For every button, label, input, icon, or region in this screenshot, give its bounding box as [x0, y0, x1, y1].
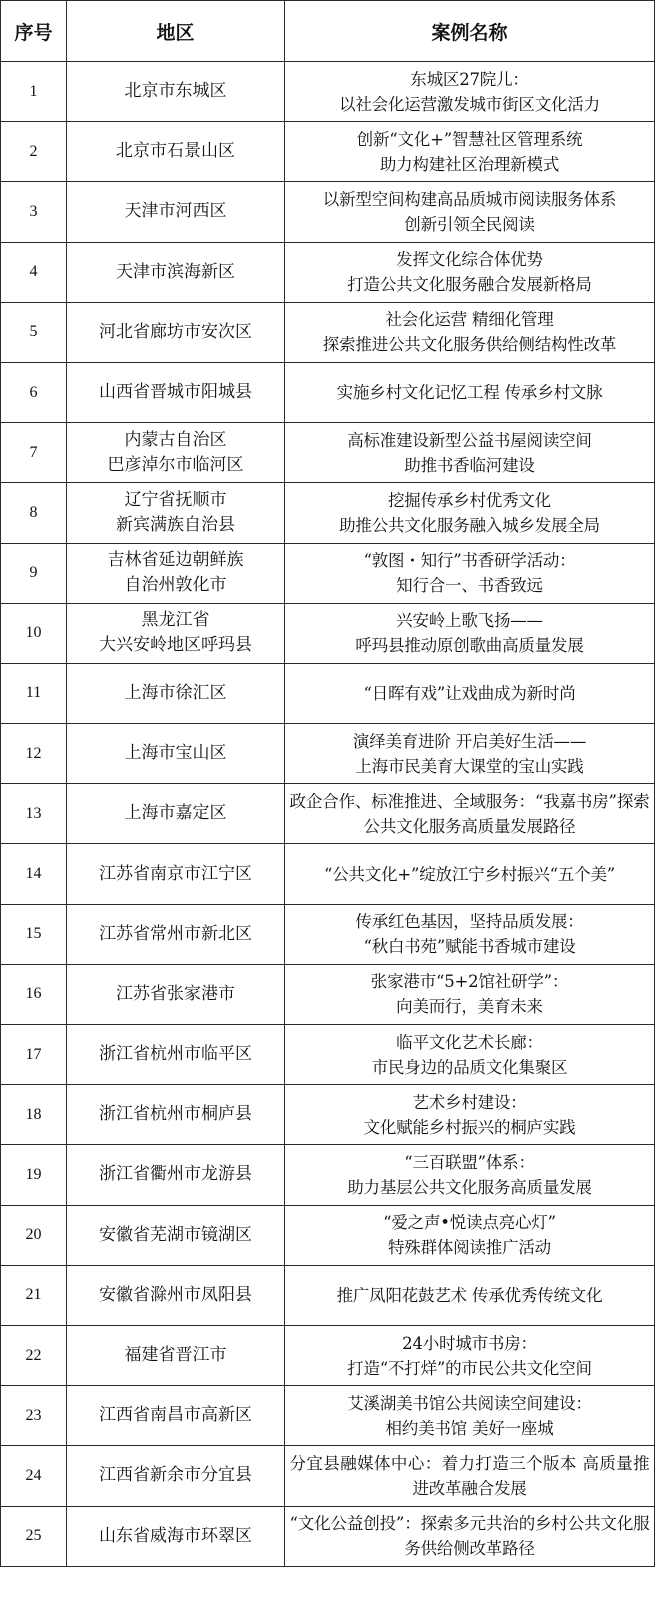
table-row: [1, 1025, 655, 1085]
region-cell: [67, 1325, 285, 1385]
case-name-line: 兴安岭上歌飞扬——: [396, 611, 543, 631]
table-header: [1, 1, 655, 62]
case-name-line: 助力构建社区治理新模式: [379, 154, 560, 174]
row-index: 19: [1, 1145, 67, 1205]
case-name-cell: [285, 1205, 655, 1265]
region-line: 江西省新余市分宜县: [99, 1465, 252, 1486]
region-line: 辽宁省抚顺市: [124, 489, 227, 510]
table-body: [1, 62, 655, 1567]
table-row: [1, 423, 655, 483]
region-line: 福建省晋江市: [124, 1345, 227, 1366]
case-name-text: [337, 380, 603, 405]
case-name-text: [290, 789, 650, 839]
region-cell: [67, 1386, 285, 1446]
region-line: 内蒙古自治区: [124, 429, 227, 450]
region-line: 江苏省常州市新北区: [99, 923, 252, 944]
table-row: [1, 362, 655, 422]
region-line: 安徽省芜湖市镜湖区: [99, 1224, 252, 1245]
case-name-text: [347, 1150, 592, 1200]
row-index: 6: [1, 362, 67, 422]
table-row: [1, 1386, 655, 1446]
region-cell: [67, 483, 285, 543]
region-cell: [67, 362, 285, 422]
case-name-cell: [285, 724, 655, 784]
row-index: 9: [1, 543, 67, 603]
case-name-cell: [285, 62, 655, 122]
region-line: 浙江省杭州市临平区: [99, 1044, 252, 1065]
case-name-line: 临平文化艺术长廊：: [396, 1032, 543, 1052]
case-name-line: 相约美书馆 美好一座城: [385, 1418, 554, 1438]
case-name-line: 打造“不打烊”的市民公共文化空间: [347, 1358, 592, 1378]
case-name-cell: [285, 844, 655, 904]
case-name-cell: [285, 242, 655, 302]
case-name-line: “三百联盟”体系：: [404, 1152, 535, 1172]
table-row: [1, 724, 655, 784]
region-cell: [67, 1446, 285, 1506]
region-line: 安徽省滁州市凤阳县: [99, 1284, 252, 1305]
case-name-line: 实施乡村文化记忆工程 传承乡村文脉: [336, 383, 603, 403]
table-row: [1, 844, 655, 904]
region-line: 上海市宝山区: [124, 743, 227, 764]
case-name-text: [323, 307, 616, 357]
case-name-cell: [285, 1325, 655, 1385]
case-name-cell: [285, 1386, 655, 1446]
case-name-line: 24小时城市书房：: [402, 1333, 537, 1353]
row-index: 13: [1, 784, 67, 844]
case-name-text: [347, 247, 592, 297]
case-name-line: 以社会化运营激发城市街区文化活力: [339, 94, 600, 114]
case-name-line: 张家港市“5+2馆社研学”：: [370, 972, 569, 992]
case-name-text: [339, 488, 600, 538]
table-row: [1, 1205, 655, 1265]
table-row: [1, 603, 655, 663]
table-row: [1, 1145, 655, 1205]
row-index: 25: [1, 1506, 67, 1566]
case-name-line: 发挥文化综合体优势: [396, 250, 543, 270]
region-line: 巴彦淖尔市临河区: [107, 454, 244, 475]
case-name-line: 上海市民美育大课堂的宝山实践: [355, 756, 584, 776]
case-name-line: 文化赋能乡村振兴的桐庐实践: [363, 1117, 576, 1137]
case-name-line: 推广凤阳花鼓艺术 传承优秀传统文化: [336, 1285, 603, 1305]
case-name-line: 向美而行，美育未来: [396, 997, 543, 1017]
region-cell: [67, 122, 285, 182]
case-name-text: [383, 1210, 556, 1260]
case-name-line: 艺术乡村建设：: [412, 1092, 527, 1112]
row-index: 21: [1, 1265, 67, 1325]
case-name-cell: [285, 483, 655, 543]
table-row: [1, 1506, 655, 1566]
region-cell: [67, 543, 285, 603]
row-index: 24: [1, 1446, 67, 1506]
case-name-line: 打造公共文化服务融合发展新格局: [347, 275, 592, 295]
case-name-line: 挖掘传承乡村优秀文化: [387, 490, 551, 510]
case-name-line: “爱之声•悦读点亮心灯”: [383, 1213, 556, 1233]
case-name-line: 高标准建设新型公益书屋阅读空间: [347, 430, 592, 450]
table-row: [1, 964, 655, 1024]
region-line: 江苏省张家港市: [116, 983, 235, 1004]
case-name-text: [323, 187, 616, 237]
region-line: 大兴安岭地区呼玛县: [99, 635, 252, 656]
case-name-text: [324, 862, 615, 887]
case-name-cell: [285, 423, 655, 483]
case-name-cell: [285, 543, 655, 603]
case-name-cell: [285, 1145, 655, 1205]
table-row: [1, 784, 655, 844]
row-index: 12: [1, 724, 67, 784]
case-name-text: [363, 681, 575, 706]
region-line: 山东省威海市环翠区: [99, 1525, 252, 1546]
row-index: 14: [1, 844, 67, 904]
header-region: 地区: [67, 1, 285, 62]
table-row: [1, 302, 655, 362]
table-row: [1, 1085, 655, 1145]
region-cell: [67, 302, 285, 362]
table-row: [1, 1446, 655, 1506]
region-cell: [67, 1205, 285, 1265]
case-name-line: 探索推进公共文化服务供给侧结构性改革: [322, 335, 617, 355]
row-index: 5: [1, 302, 67, 362]
case-name-cell: [285, 362, 655, 422]
case-name-cell: [285, 302, 655, 362]
region-line: 浙江省杭州市桐庐县: [99, 1104, 252, 1125]
case-name-line: “公共文化+”绽放江宁乡村振兴“五个美”: [323, 864, 616, 884]
case-name-line: 分宜县融媒体中心：着力打造三个版本 高质量推进改革融合发展: [289, 1453, 650, 1498]
case-name-line: 政企合作、标准推进、全域服务：“我嘉书房”探索公共文化服务高质量发展路径: [289, 791, 650, 836]
region-cell: [67, 1506, 285, 1566]
table-row: [1, 62, 655, 122]
region-cell: [67, 1145, 285, 1205]
row-index: 15: [1, 904, 67, 964]
case-name-cell: [285, 964, 655, 1024]
case-name-line: 特殊群体阅读推广活动: [387, 1238, 551, 1258]
case-name-line: 呼玛县推动原创歌曲高质量发展: [355, 636, 584, 656]
case-name-line: 社会化运营 精细化管理: [385, 310, 554, 330]
case-name-line: 助力基层公共文化服务高质量发展: [347, 1177, 592, 1197]
case-name-line: 市民身边的品质文化集聚区: [371, 1057, 568, 1077]
region-line: 北京市东城区: [124, 81, 227, 102]
row-index: 10: [1, 603, 67, 663]
case-name-text: [372, 1030, 568, 1080]
header-index: 序号: [1, 1, 67, 62]
case-name-line: 创新“文化+”智慧社区管理系统: [356, 129, 583, 149]
region-cell: [67, 964, 285, 1024]
case-name-cell: [285, 603, 655, 663]
case-name-line: 艾溪湖美书馆公共阅读空间建设：: [347, 1393, 592, 1413]
row-index: 18: [1, 1085, 67, 1145]
case-name-text: [355, 608, 583, 658]
case-name-text: [337, 1283, 603, 1308]
region-line: 新宾满族自治县: [116, 514, 235, 535]
row-index: 23: [1, 1386, 67, 1446]
region-line: 河北省廊坊市安次区: [99, 321, 252, 342]
row-index: 20: [1, 1205, 67, 1265]
case-name-cell: [285, 904, 655, 964]
region-line: 江苏省南京市江宁区: [99, 863, 252, 884]
case-name-text: [355, 909, 583, 959]
row-index: 22: [1, 1325, 67, 1385]
table-row: [1, 122, 655, 182]
case-name-line: 知行合一、书香致远: [396, 576, 543, 596]
case-name-cell: [285, 663, 655, 723]
header-row: [1, 1, 655, 62]
case-name-text: [364, 1090, 576, 1140]
case-name-line: 东城区27院儿：: [410, 69, 529, 89]
region-line: 上海市徐汇区: [124, 682, 227, 703]
region-cell: [67, 663, 285, 723]
case-name-line: 助推书香临河建设: [404, 455, 535, 475]
region-line: 上海市嘉定区: [124, 803, 227, 824]
row-index: 1: [1, 62, 67, 122]
row-index: 4: [1, 242, 67, 302]
region-line: 天津市滨海新区: [116, 261, 235, 282]
header-case-name: 案例名称: [285, 1, 655, 62]
case-name-text: [371, 969, 568, 1019]
region-cell: [67, 182, 285, 242]
region-line: 江西省南昌市高新区: [99, 1405, 252, 1426]
table-row: [1, 663, 655, 723]
case-name-text: [290, 1511, 650, 1561]
case-name-cell: [285, 1265, 655, 1325]
case-name-cell: [285, 1025, 655, 1085]
row-index: 2: [1, 122, 67, 182]
case-name-text: [290, 1451, 650, 1501]
case-name-text: [357, 127, 583, 177]
table-row: [1, 1265, 655, 1325]
region-cell: [67, 844, 285, 904]
case-name-text: [363, 548, 575, 598]
region-cell: [67, 423, 285, 483]
case-name-text: [353, 729, 586, 779]
case-name-cell: [285, 1085, 655, 1145]
region-cell: [67, 904, 285, 964]
table-row: [1, 182, 655, 242]
case-name-line: 创新引领全民阅读: [404, 214, 535, 234]
case-name-text: [339, 67, 600, 117]
table-row: [1, 242, 655, 302]
case-name-line: 演绎美育进阶 开启美好生活——: [352, 731, 587, 751]
case-name-text: [347, 1331, 592, 1381]
case-name-cell: [285, 1446, 655, 1506]
region-cell: [67, 784, 285, 844]
region-cell: [67, 724, 285, 784]
region-cell: [67, 242, 285, 302]
table-row: [1, 904, 655, 964]
case-name-line: 助推公共文化服务融入城乡发展全局: [339, 515, 600, 535]
table-row: [1, 483, 655, 543]
row-index: 7: [1, 423, 67, 483]
case-name-line: “敦图・知行”书香研学活动：: [363, 551, 576, 571]
region-line: 吉林省延边朝鲜族: [107, 550, 244, 571]
region-line: 天津市河西区: [124, 201, 227, 222]
table-row: [1, 1325, 655, 1385]
case-name-cell: [285, 182, 655, 242]
case-name-line: “文化公益创投”：探索多元共治的乡村公共文化服务供给侧改革路径: [289, 1514, 650, 1559]
case-name-line: 传承红色基因，坚持品质发展：: [355, 912, 584, 932]
row-index: 3: [1, 182, 67, 242]
row-index: 16: [1, 964, 67, 1024]
case-name-line: 以新型空间构建高品质城市阅读服务体系: [322, 189, 617, 209]
case-name-cell: [285, 122, 655, 182]
region-line: 自治州敦化市: [124, 575, 227, 596]
case-name-cell: [285, 1506, 655, 1566]
case-name-text: [347, 428, 592, 478]
region-cell: [67, 603, 285, 663]
region-line: 浙江省衢州市龙游县: [99, 1164, 252, 1185]
row-index: 8: [1, 483, 67, 543]
case-name-line: “日晖有戏”让戏曲成为新时尚: [363, 683, 576, 703]
region-cell: [67, 1025, 285, 1085]
region-cell: [67, 1085, 285, 1145]
region-cell: [67, 62, 285, 122]
region-line: 山西省晋城市阳城县: [99, 382, 252, 403]
case-name-text: [347, 1391, 592, 1441]
case-name-line: “秋白书苑”赋能书香城市建设: [363, 937, 576, 957]
region-line: 北京市石景山区: [116, 141, 235, 162]
table-row: [1, 543, 655, 603]
case-name-cell: [285, 784, 655, 844]
region-cell: [67, 1265, 285, 1325]
row-index: 11: [1, 663, 67, 723]
region-line: 黑龙江省: [141, 610, 210, 631]
row-index: 17: [1, 1025, 67, 1085]
